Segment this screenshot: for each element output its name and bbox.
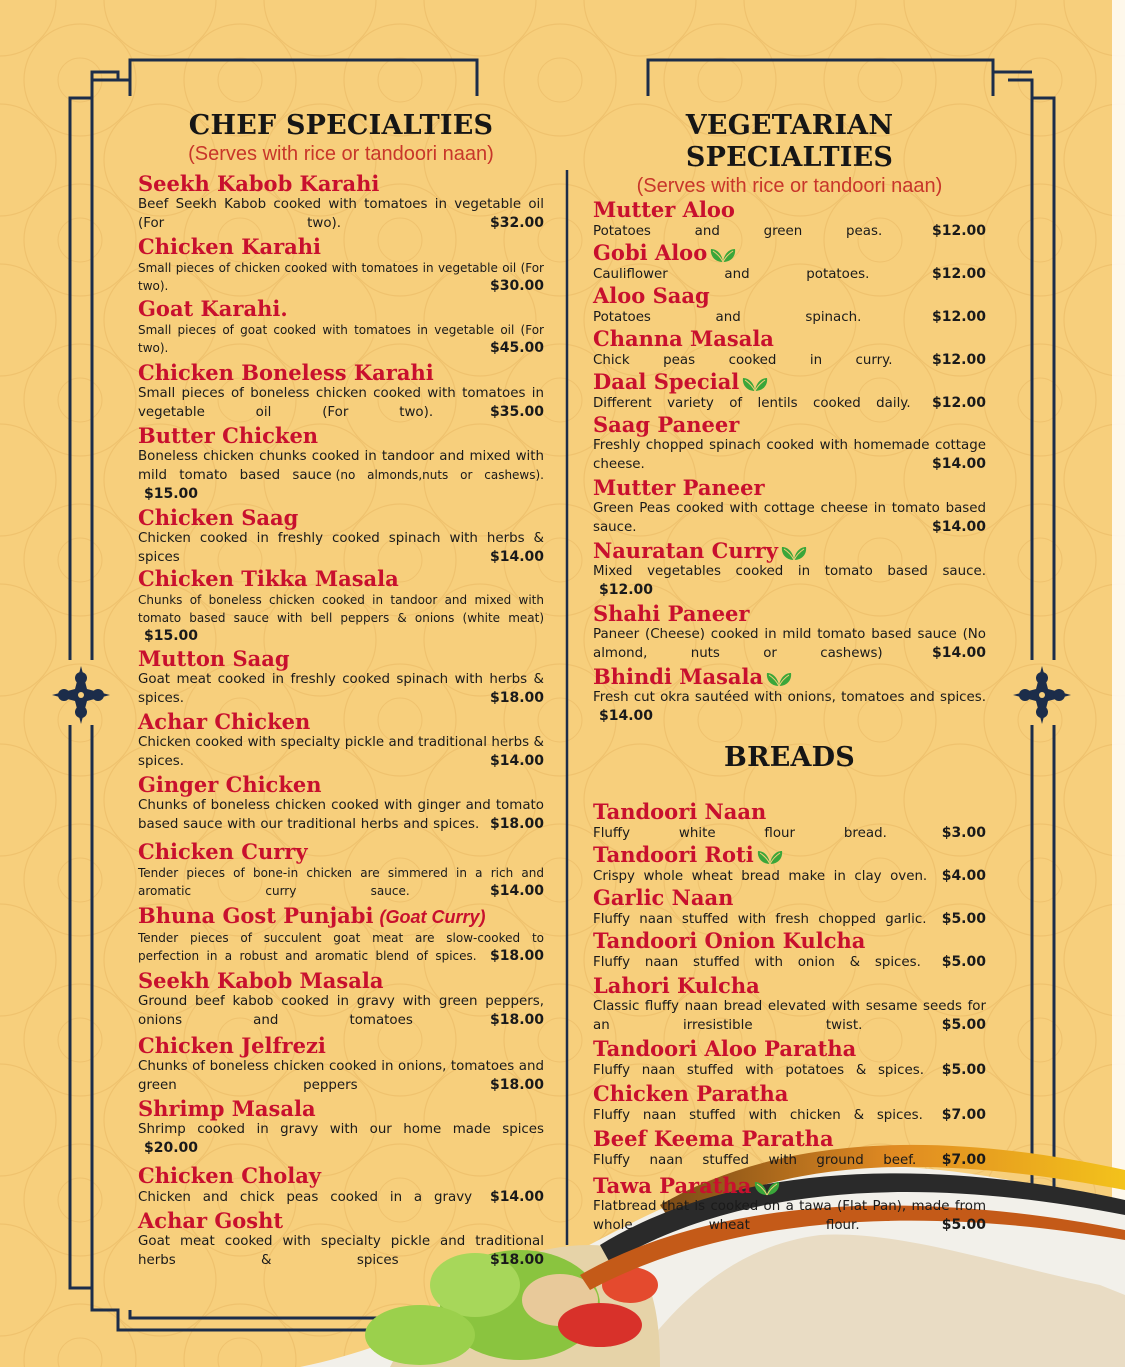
menu-item-description-text: Cauliflower and potatoes. [593,267,870,282]
menu-item-name [593,800,986,824]
menu-item-description-text: Classic fluffy naan bread elevated with sesame seeds for an irresistible twist. [593,999,986,1033]
menu-item-description-text: Chicken cooked with specialty pickle and traditional herbs & spices. [138,735,544,769]
menu-item-name [138,506,544,530]
menu-item-price: $20.00 [144,1140,199,1156]
menu-item-price: $12.00 [931,223,987,239]
menu-item [593,974,986,1035]
menu-item-description-text: Crispy whole wheat bread make in clay oven. [593,869,928,884]
menu-item-price: $5.00 [941,1062,986,1078]
menu-item-description [593,308,986,327]
vegetarian-specialties-title: VEGETARIAN SPECIALTIES [685,110,894,173]
menu-item-description-text: Boneless chicken chunks cooked in tandoor and mixed with mild tomato based sauce [138,449,544,483]
menu-item-description [138,530,544,567]
vegan-leaf-icon [756,848,784,866]
menu-item-description-text: Mixed vegetables cooked in tomato based sauce. [593,564,986,579]
menu-item-price: $45.00 [489,340,544,356]
menu-item-title: Seekh Kabob Karahi [138,171,380,196]
menu-item-description-text: Fluffy naan stuffed with fresh chopped garlic. [593,912,927,927]
menu-item-title: Tandoori Naan [593,799,767,824]
menu-item-description-text: Small pieces of chicken cooked with tomatoes in vegetable oil (For two). [138,261,544,293]
menu-item-name [138,424,544,448]
menu-item-title: Tandoori Onion Kulcha [593,928,866,953]
menu-item-price: $5.00 [941,1217,986,1233]
menu-item-description [593,351,986,370]
menu-item-name [593,198,986,222]
menu-item-description [593,500,986,537]
menu-item-name [593,1174,986,1198]
menu-item-price: $5.00 [941,1017,986,1033]
menu-item-description [593,1151,986,1170]
menu-item-name [138,969,544,993]
menu-item-name [593,974,986,998]
menu-item [138,969,544,1030]
menu-item-price: $12.00 [931,352,986,368]
menu-item-title: Aloo Saag [593,283,710,308]
menu-item [138,904,544,965]
menu-item [593,1082,986,1125]
chef-specialties-subtitle: (Serves with rice or tandoori naan) [188,143,494,165]
menu-item-description [138,1233,544,1270]
menu-item-title: Chicken Boneless Karahi [138,360,434,385]
menu-item [593,539,986,600]
vegetarian-specialties-subtitle: (Serves with rice or tandoori naan) [636,175,943,197]
menu-item [138,1097,544,1158]
menu-item [138,773,544,834]
menu-item-price: $12.00 [931,266,986,282]
menu-item-title: Bhuna Gost Punjabi [138,903,374,928]
menu-item-allergy-note: (no almonds,nuts or cashews). [335,468,544,482]
menu-item-price: $3.00 [941,825,986,841]
menu-item [593,198,986,241]
menu-item-title: Bhindi Masala [593,664,764,689]
menu-item-description-text: Flatbread that is cooked on a tawa (Flat Pan), made from whole wheat flour. [593,1199,986,1233]
menu-item-name [138,1209,544,1233]
menu-item-description-text: Chicken and chick peas cooked in a gravy [138,1190,473,1205]
menu-item-price: $35.00 [489,404,544,420]
menu-item [593,665,986,726]
menu-item-price: $18.00 [489,1252,545,1268]
menu-item-price: $14.00 [489,753,544,769]
right-star-ornament [1011,664,1073,726]
menu-item-description [593,953,986,972]
menu-item-description [593,1198,986,1235]
menu-item-description-text: Chunks of boneless chicken cooked in tandoor and mixed with tomato based sauce with bell peppers & onions (white meat) [138,593,544,625]
menu-item-price: $32.00 [489,215,544,231]
menu-item-title: Shahi Paneer [593,601,750,626]
menu-item-title: Ginger Chicken [138,772,322,797]
menu-item-price: $18.00 [489,1012,544,1028]
vegan-leaf-icon [765,670,793,688]
menu-item [593,413,986,474]
menu-item-name [593,241,986,265]
menu-item-description [138,929,544,965]
menu-item-price: $12.00 [931,309,986,325]
menu-item-note: (Goat Curry) [379,907,486,927]
menu-item-price: $5.00 [941,954,986,970]
menu-item-price: $12.00 [931,395,986,411]
menu-item-price: $14.00 [931,519,986,535]
menu-item [593,929,986,972]
menu-item-title: Tandoori Roti [593,842,754,867]
menu-item-description-text: Shrimp cooked in gravy with our home made spices [138,1122,544,1137]
menu-item-description [593,824,986,843]
menu-item-description [593,1106,986,1125]
menu-item-title: Nauratan Curry [593,538,778,563]
left-star-ornament [50,664,112,726]
menu-item-price: $14.00 [599,708,654,724]
menu-item [138,1209,544,1270]
menu-item-name [138,361,544,385]
menu-item-name [593,476,986,500]
menu-item-description-text: Tender pieces of succulent goat meat are slow-cooked to perfection in a robust and aromatic blend of spices. [138,931,544,963]
menu-item-name [138,567,544,591]
menu-item-description-text: Ground beef kabob cooked in gravy with green peppers, onions and tomatoes [138,994,544,1028]
menu-item-name [138,710,544,734]
vegan-leaf-icon [709,246,737,264]
menu-item-price: $15.00 [144,628,199,644]
menu-item-price: $5.00 [941,911,986,927]
menu-item [138,840,544,900]
breads-title: BREADS [724,742,855,773]
breads-list [593,800,986,1235]
menu-item-description [593,437,986,474]
menu-item-description [593,689,986,726]
menu-item-description [138,259,544,295]
menu-item-description [138,385,544,422]
menu-item-description-text: Chunks of boneless chicken cooked with ginger and tomato based sauce with our traditional herbs and spices. [138,798,544,832]
menu-item-title: Chicken Jelfrezi [138,1033,326,1058]
menu-item-price: $14.00 [489,549,544,565]
menu-item-description-text: Chick peas cooked in curry. [593,353,893,368]
menu-item-description-text: Small pieces of goat cooked with tomatoes in vegetable oil (For two). [138,323,544,355]
menu-item-name [593,413,986,437]
menu-item-name [593,327,986,351]
menu-item-title: Butter Chicken [138,423,319,448]
menu-item-price: $18.00 [489,1077,544,1093]
menu-item [138,235,544,295]
vegetarian-specialties-column [593,110,986,1235]
menu-item-description [138,993,544,1030]
menu-item-title: Chicken Karahi [138,234,322,259]
menu-item-name [138,904,544,929]
menu-item [593,327,986,370]
menu-item [593,1127,986,1170]
menu-item-name [138,773,544,797]
menu-item-description [593,867,986,886]
menu-item-description [593,626,986,663]
menu-item-description-text: Fluffy naan stuffed with ground beef. [593,1153,917,1168]
vegan-leaf-icon [741,375,769,393]
menu-item-title: Shrimp Masala [138,1096,316,1121]
menu-item [138,1164,544,1207]
menu-item-title: Seekh Kabob Masala [138,968,384,993]
menu-item [593,284,986,327]
menu-item [138,1034,544,1095]
menu-item-description-text: Potatoes and spinach. [593,310,862,325]
menu-item-price: $4.00 [941,868,986,884]
menu-item-title: Achar Chicken [138,709,311,734]
menu-item-title: Goat Karahi. [138,296,288,321]
menu-item [593,800,986,843]
chef-specialties-title: CHEF SPECIALTIES [188,110,494,141]
menu-item-description-text: Chicken cooked in freshly cooked spinach with herbs & spices [138,531,544,565]
menu-item-price: $30.00 [489,278,544,294]
menu-item [593,843,986,886]
menu-item-name [593,1127,986,1151]
menu-item-description [593,563,986,600]
menu-item-title: Daal Special [593,369,740,394]
menu-item-description [138,671,544,708]
menu-item-name [593,602,986,626]
menu-item-title: Mutter Paneer [593,475,765,500]
menu-item-title: Mutter Aloo [593,197,735,222]
menu-item-title: Chicken Cholay [138,1163,322,1188]
menu-item-description-text: Fluffy naan stuffed with onion & spices. [593,955,921,970]
menu-item-description-text: Goat meat cooked in freshly cooked spinach with herbs & spices. [138,672,544,706]
menu-item [593,602,986,663]
menu-item-name [138,647,544,671]
menu-item-name [138,172,544,196]
menu-item-description-text: Chunks of boneless chicken cooked in onions, tomatoes and green peppers [138,1059,544,1093]
menu-item-description [138,321,544,357]
menu-item-price: $14.00 [489,883,544,899]
menu-item-price: $7.00 [941,1152,986,1168]
menu-item-price: $14.00 [931,456,986,472]
menu-item-description [593,910,986,929]
menu-item-title: Channa Masala [593,326,774,351]
menu-item-description [138,1121,544,1158]
menu-item-description-text: Goat meat cooked with specialty pickle and traditional herbs & spices [138,1234,544,1268]
menu-item-title: Chicken Paratha [593,1081,789,1106]
menu-item-name [593,665,986,689]
menu-item-title: Lahori Kulcha [593,973,760,998]
menu-item-name [593,539,986,563]
menu-item-description [593,265,986,284]
menu-item-name [138,1164,544,1188]
menu-item-description [593,998,986,1035]
menu-item-description-text: Paneer (Cheese) cooked in mild tomato based sauce (No almond, nuts or cashews) [593,627,986,661]
menu-item-description-text: Freshly chopped spinach cooked with homemade cottage cheese. [593,438,986,472]
menu-item [593,241,986,284]
menu-item-description-text: Fresh cut okra sautéed with onions, tomatoes and spices. [593,690,986,705]
menu-item-name [138,840,544,864]
menu-item-description [593,1061,986,1080]
menu-item-name [138,235,544,259]
menu-item-title: Garlic Naan [593,885,734,910]
menu-item-description-text: Fluffy white flour bread. [593,826,887,841]
menu-item-name [138,1034,544,1058]
menu-item [138,297,544,357]
menu-item [138,567,544,645]
menu-item-price: $14.00 [931,645,986,661]
menu-item-price: $15.00 [144,486,199,502]
menu-item-description-text: Fluffy naan stuffed with potatoes & spices. [593,1063,924,1078]
menu-item-name [593,284,986,308]
menu-item-title: Achar Gosht [138,1208,284,1233]
menu-item-price: $18.00 [489,816,544,832]
menu-item-title: Tandoori Aloo Paratha [593,1036,857,1061]
menu-item-description-text: Fluffy naan stuffed with chicken & spices. [593,1108,923,1123]
menu-item-name [593,1037,986,1061]
vegan-leaf-icon [753,1179,781,1197]
menu-item-description [138,797,544,834]
menu-item-title: Chicken Curry [138,839,308,864]
menu-item-description [138,448,544,504]
menu-item-name [138,297,544,321]
menu-item-description [138,1058,544,1095]
chef-specialties-column [138,110,544,1270]
menu-item-description [138,196,544,233]
menu-item-title: Chicken Tikka Masala [138,566,399,591]
menu-item-price: $14.00 [489,1189,544,1205]
chef-specialties-list [138,172,544,1270]
menu-item [138,424,544,504]
menu-item [593,1037,986,1080]
menu-item-title: Saag Paneer [593,412,740,437]
menu-item [138,710,544,771]
vegan-leaf-icon [780,544,808,562]
menu-item-title: Gobi Aloo [593,240,708,265]
menu-item [138,361,544,422]
menu-item-description [138,1188,544,1207]
menu-item-title: Beef Keema Paratha [593,1126,834,1151]
menu-item [138,647,544,708]
menu-item-description [138,864,544,900]
menu-item-name [593,886,986,910]
menu-item [593,1174,986,1235]
menu-item [593,886,986,929]
menu-item [593,370,986,413]
menu-item-name [593,929,986,953]
menu-item-name [138,1097,544,1121]
menu-item-title: Mutton Saag [138,646,290,671]
menu-item-description-text: Tender pieces of bone-in chicken are simmered in a rich and aromatic curry sauce. [138,866,544,898]
menu-item [138,172,544,233]
vegetarian-specialties-list [593,198,986,726]
menu-item-description-text: Green Peas cooked with cottage cheese in tomato based sauce. [593,501,986,535]
menu-item-name [593,1082,986,1106]
menu-item-description-text: Beef Seekh Kabob cooked with tomatoes in vegetable oil (For two). [138,197,544,231]
menu-item-description-text: Different variety of lentils cooked daily. [593,396,911,411]
menu-item-price: $18.00 [489,690,544,706]
menu-item [593,476,986,537]
menu-item-price: $7.00 [941,1107,986,1123]
menu-item-description [593,394,986,413]
menu-item-description [593,222,986,241]
menu-item-description-text: Small pieces of boneless chicken cooked with tomatoes in vegetable oil (For two). [138,386,544,420]
menu-item-name [593,843,986,867]
menu-item-title: Chicken Saag [138,505,299,530]
menu-item-description [138,591,544,645]
menu-item-title: Tawa Paratha [593,1173,752,1198]
menu-item-description-text: Potatoes and green peas. [593,224,883,239]
menu-item-name [593,370,986,394]
menu-item-price: $12.00 [599,582,654,598]
menu-item-description [138,734,544,771]
menu-item [138,506,544,567]
menu-item-price: $18.00 [489,948,544,964]
